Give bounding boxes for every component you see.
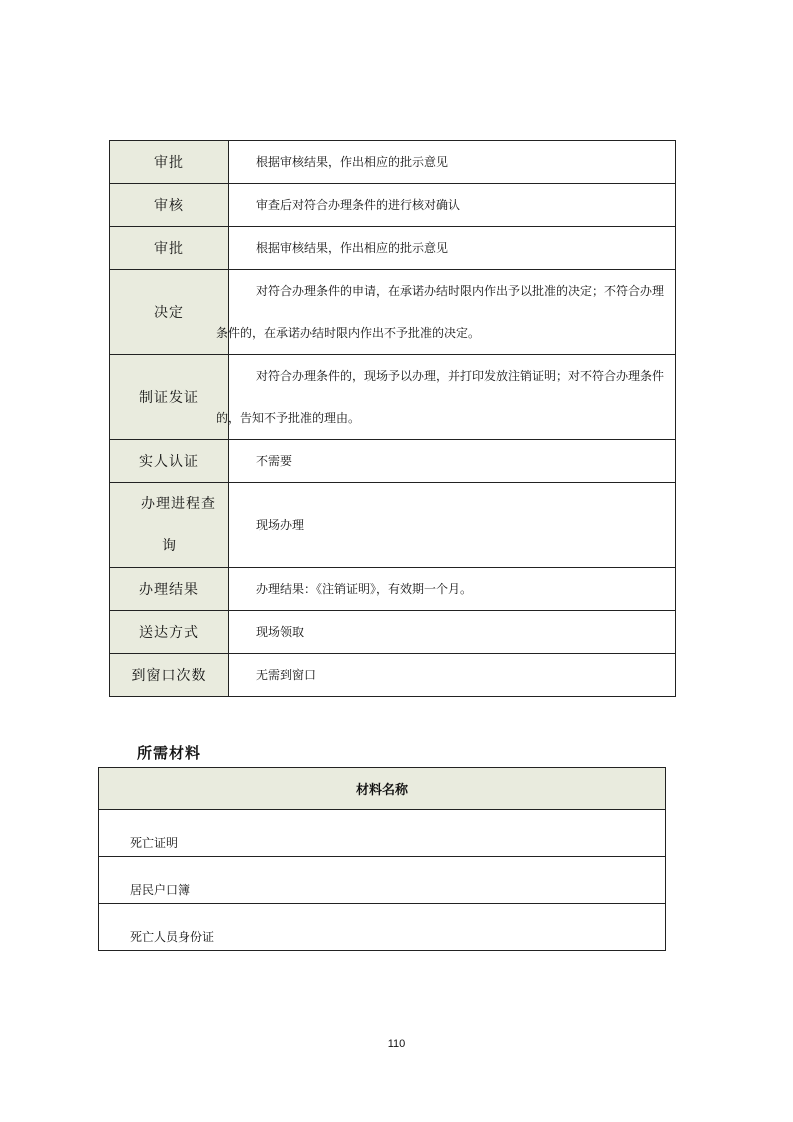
table-row <box>99 810 666 857</box>
material-item: 死亡人员身份证 <box>99 904 666 951</box>
table-row <box>110 568 676 611</box>
row-content: 不需要 <box>256 454 293 468</box>
table-row <box>110 270 676 355</box>
row-content: 办理结果：《注销证明》，有效期一个月。 <box>256 582 473 596</box>
table-row <box>99 857 666 904</box>
table-row <box>110 355 676 440</box>
table-row <box>110 654 676 697</box>
page-number: 110 <box>387 1038 406 1050</box>
table-row <box>110 184 676 227</box>
table-row <box>99 904 666 951</box>
row-label-line2: 询 <box>162 538 177 554</box>
row-content-line1: 对符合办理条件的申请，在承诺办结时限内作出予以批准的决定；不符合办理 <box>256 284 665 298</box>
table-row <box>110 483 676 568</box>
row-content: 无需到窗口 <box>256 668 317 682</box>
row-content: 根据审核结果，作出相应的批示意见 <box>256 155 449 169</box>
table-row <box>110 141 676 184</box>
row-content-line1: 对符合办理条件的，现场予以办理，并打印发放注销证明；对不符合办理条件 <box>256 369 665 383</box>
row-label: 审批 <box>110 141 229 184</box>
table-row <box>110 440 676 483</box>
material-item: 居民户口簿 <box>99 857 666 904</box>
row-label: 到窗口次数 <box>110 654 229 697</box>
row-label: 实人认证 <box>110 440 229 483</box>
materials-table <box>98 767 666 951</box>
row-content: 现场领取 <box>256 625 305 639</box>
row-content-line2: 条件的，在承诺办结时限内作出不予批准的决定。 <box>216 326 481 340</box>
row-label: 制证发证 <box>110 355 229 440</box>
row-label: 决定 <box>110 270 229 355</box>
row-content: 审查后对符合办理条件的进行核对确认 <box>256 198 461 212</box>
row-content: 现场办理 <box>256 518 305 532</box>
column-header: 材料名称 <box>99 768 666 810</box>
row-label: 审核 <box>110 184 229 227</box>
row-label: 审批 <box>110 227 229 270</box>
row-label: 送达方式 <box>110 611 229 654</box>
process-table <box>109 140 676 697</box>
row-content <box>216 270 675 354</box>
row-content-line2: 的，告知不予批准的理由。 <box>216 411 361 425</box>
section-title: 所需材料 <box>137 744 202 762</box>
table-row <box>110 227 676 270</box>
table-row <box>110 611 676 654</box>
material-item: 死亡证明 <box>99 810 666 857</box>
row-label: 办理结果 <box>110 568 229 611</box>
row-label <box>110 483 229 568</box>
row-label-line1: 办理进程查 <box>141 496 216 512</box>
table-header-row <box>99 768 666 810</box>
row-content: 根据审核结果，作出相应的批示意见 <box>256 241 449 255</box>
row-content <box>216 355 675 439</box>
